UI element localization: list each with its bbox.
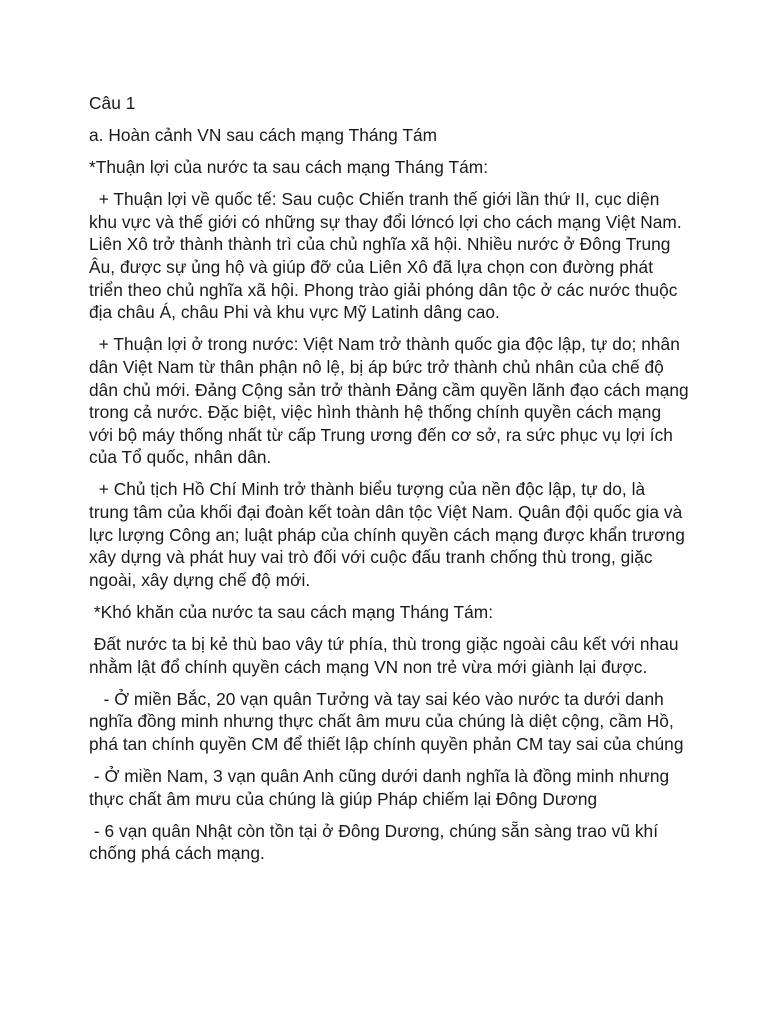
question-heading: Câu 1 [89,93,136,113]
paragraph-japanese-troops: - 6 vạn quân Nhật còn tồn tại ở Đông Dương, chúng sẵn sàng trao vũ khí chống phá cách mạng. [89,820,663,864]
paragraph-international-advantages: + Thuận lợi về quốc tế: Sau cuộc Chiến tranh thế giới lần thứ II, cục diện khu vực và thế giới có những sự thay đổi lớncó lợi cho cách mạng Việt Nam. Liên Xô trở thành thành trì của chủ nghĩa xã hội. Nhiều nước ở Đông Trung Âu, được sự ủng hộ và giúp đỡ của Liên Xô đã lựa chọn con đường phát triển theo chủ nghĩa xã hội. Phong trào giải phóng dân tộc ở các nước thuộc địa châu Á, châu Phi và khu vực Mỹ Latinh dâng cao. [89,189,687,323]
paragraph-south: - Ở miền Nam, 3 vạn quân Anh cũng dưới danh nghĩa là đồng minh nhưng thực chất âm mưu của chúng là giúp Pháp chiếm lại Đông Dương [89,765,675,809]
section-heading-a: a. Hoàn cảnh VN sau cách mạng Tháng Tám [89,125,438,146]
difficulties-heading: *Khó khăn của nước ta sau cách mạng Tháng Tám: [89,601,494,622]
paragraph-north: - Ở miền Bắc, 20 vạn quân Tưởng và tay sai kéo vào nước ta dưới danh nghĩa đồng minh nhưng thực chất âm mưu của chúng là diệt cộng, cầm Hồ, phá tan chính quyền CM để thiết lập chính quyền phản CM tay sai của chúng [89,688,684,754]
paragraph-difficulties-intro: Đất nước ta bị kẻ thù bao vây tứ phía, thù trong giặc ngoài câu kết với nhau nhằm lật đổ chính quyền cách mạng VN non trẻ vừa mới giành lại được. [89,633,684,677]
document-page [89,92,694,874]
paragraph-domestic-advantages: + Thuận lợi ở trong nước: Việt Nam trở thành quốc gia độc lập, tự do; nhân dân Việt Nam từ thân phận nô lệ, bị áp bức trở thành chủ nhân của chế độ dân chủ mới. Đảng Cộng sản trở thành Đảng cầm quyền lãnh đạo cách mạng trong cả nước. Đặc biệt, việc hình thành hệ thống chính quyền cách mạng với bộ máy thống nhất từ cấp Trung ương đến cơ sở, ra sức phục vụ lợi ích của Tổ quốc, nhân dân. [89,334,694,468]
advantages-heading: *Thuận lợi của nước ta sau cách mạng Tháng Tám: [89,157,489,178]
paragraph-ho-chi-minh: + Chủ tịch Hồ Chí Minh trở thành biểu tượng của nền độc lập, tự do, là trung tâm của khối đại đoàn kết toàn dân tộc Việt Nam. Quân đội quốc gia và lực lượng Công an; luật pháp của chính quyền cách mạng được khẩn trương xây dựng và phát huy vai trò đối với cuộc đấu tranh chống thù trong, giặc ngoài, xây dựng chế độ mới. [89,479,690,590]
